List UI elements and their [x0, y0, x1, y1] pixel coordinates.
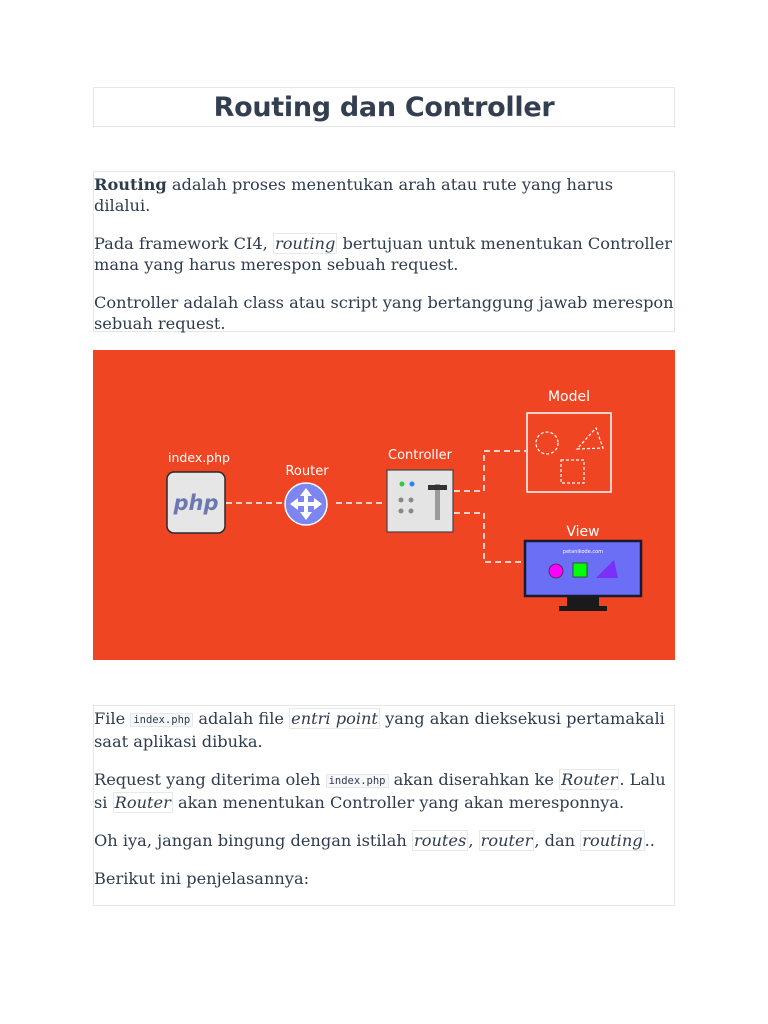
routing-term: Routing [94, 175, 167, 194]
router-label: Router [285, 464, 329, 479]
text: adalah file [193, 709, 290, 728]
routing-emphasis: routing [274, 234, 336, 253]
text: . Lalu si [94, 770, 666, 812]
routing-diagram [93, 350, 675, 660]
routing-emphasis: routing [582, 831, 643, 850]
text: akan menentukan Controller yang akan meresponnya. [172, 793, 625, 812]
explain-paragraph-4: Berikut ini penjelasannya: [94, 869, 310, 888]
square-shape-icon [573, 563, 587, 577]
php-logo-text: php [173, 491, 219, 515]
explain-paragraph-3 [94, 830, 674, 851]
intro-text: bertujuan untuk menentukan Controller mana yang harus merespon sebuah request. [94, 234, 673, 274]
model-label: Model [547, 389, 591, 405]
controller-label: Controller [388, 448, 452, 463]
text: File [94, 709, 131, 728]
text: .. [644, 831, 655, 850]
dashed-connectors [226, 451, 526, 562]
php-file-icon [167, 472, 225, 533]
index-php-label: index.php [168, 450, 230, 465]
page-title: Routing dan Controller [213, 91, 555, 123]
intro-section [93, 171, 675, 332]
text: akan diserahkan ke [388, 770, 560, 789]
text: , dan [534, 831, 581, 850]
model-icon [527, 413, 611, 492]
router-emphasis: Router [561, 770, 618, 789]
controller-icon [387, 470, 453, 532]
monitor-icon [525, 541, 641, 611]
monitor-text: petanikode.com [562, 549, 604, 555]
router-emphasis: router [480, 831, 533, 850]
router-icon [285, 483, 327, 525]
intro-paragraph-2 [94, 233, 674, 275]
view-label: View [566, 524, 600, 540]
code-index-php: index.php [130, 713, 193, 727]
intro-paragraph-1 [94, 174, 674, 216]
code-index-php: index.php [326, 774, 389, 788]
text: , [468, 831, 479, 850]
text: Request yang diterima oleh [94, 770, 326, 789]
circle-shape-icon [549, 564, 563, 578]
text: yang akan dieksekusi pertamakali saat aplikasi dibuka. [94, 709, 665, 751]
router-emphasis: Router [114, 793, 171, 812]
intro-text: adalah proses menentukan arah atau rute yang harus dilalui. [94, 175, 614, 215]
title-box [93, 87, 675, 127]
diagram-svg [93, 350, 675, 660]
intro-paragraph-3: Controller adalah class atau script yang bertanggung jawab merespon sebuah request. [94, 293, 674, 333]
entri-point-emphasis: entri point [291, 709, 378, 728]
routes-emphasis: routes [414, 831, 467, 850]
explain-paragraph-2 [94, 769, 674, 813]
explain-paragraph-1 [94, 708, 674, 752]
explanation-section [93, 705, 675, 906]
intro-text: Pada framework CI4, [94, 234, 273, 253]
text: Oh iya, jangan bingung dengan istilah [94, 831, 412, 850]
